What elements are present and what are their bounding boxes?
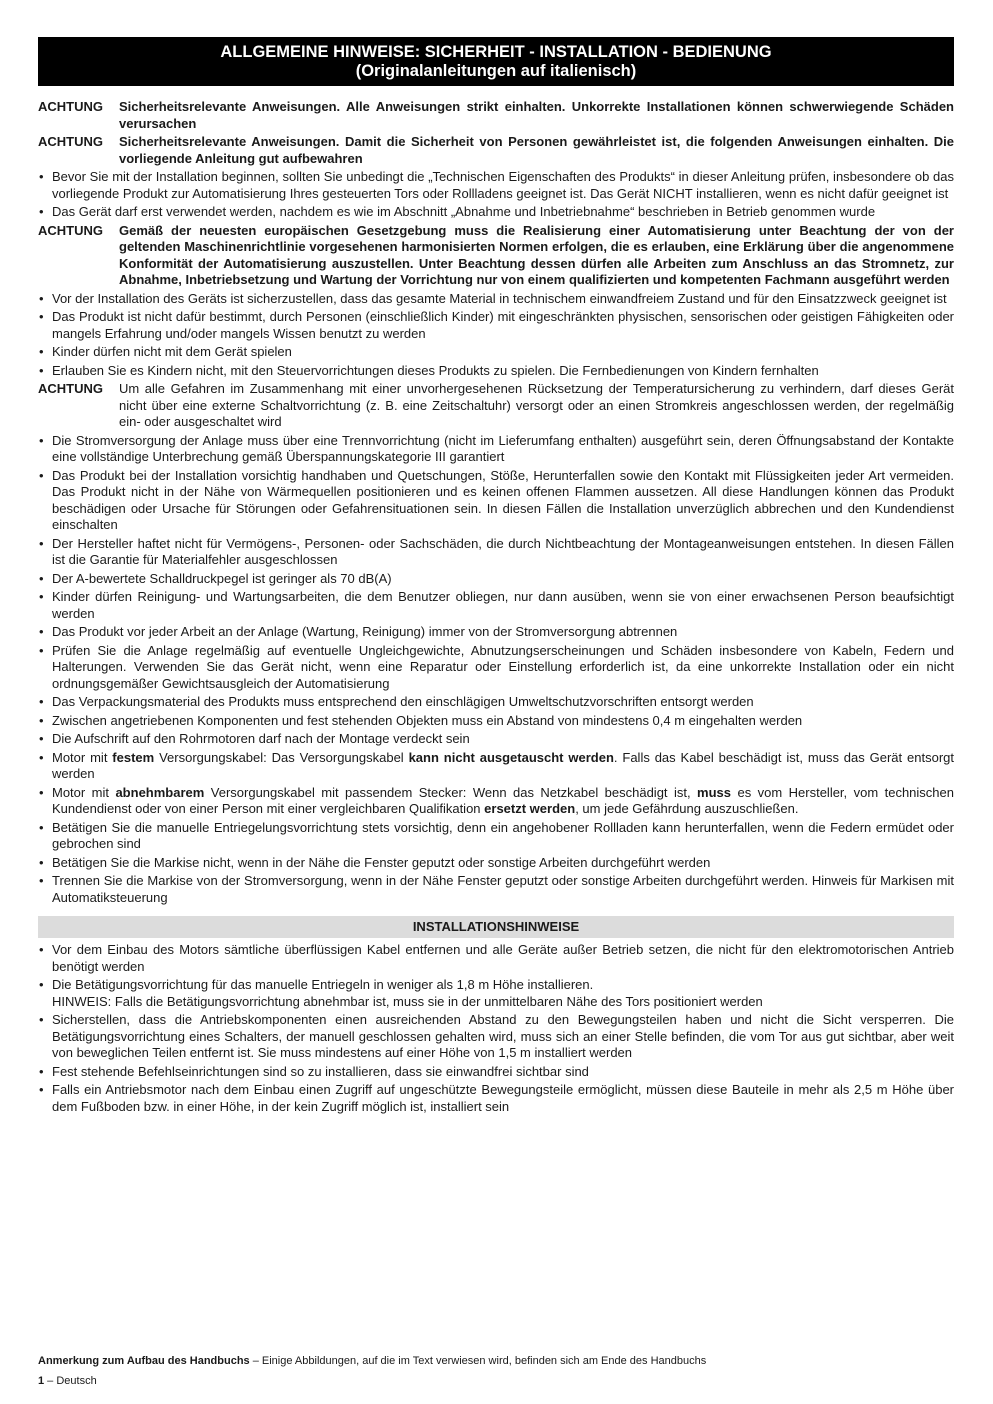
bullet-marker: • (39, 290, 44, 306)
list-item-text: Der Hersteller haftet nicht für Vermögens-, Personen- oder Sachschäden, die durch Nichtbeachtung der Montageanweisungen entstehen. In diesen Fällen ist die Garantie für Materialfehler ausgeschlossen (52, 535, 954, 567)
list-item-text: Das Produkt ist nicht dafür bestimmt, durch Personen (einschließlich Kinder) mit eingeschränkten physischen, sensorischen oder geistigen Fähigkeiten oder mangels Erfahrung und/oder mangels Wissen benutzt zu werden (52, 309, 954, 341)
bullet-marker: • (39, 784, 44, 800)
list-item-text: Vor der Installation des Geräts ist sicherzustellen, dass das gesamte Material in technischem einwandfreiem Zustand und für den Einsatzzweck geeignet ist (52, 290, 947, 306)
warning-label: ACHTUNG (38, 134, 103, 149)
list-item (38, 1064, 954, 1081)
bullet-marker: • (39, 942, 44, 957)
text-segment: , um jede Gefährdung auszuschließen. (575, 801, 799, 816)
text-segment: Motor mit (52, 749, 113, 765)
bullet-marker: • (39, 977, 44, 992)
bullet-marker: • (39, 1012, 44, 1027)
list-item (38, 571, 954, 588)
list-item-text: Betätigen Sie die Markise nicht, wenn in der Nähe die Fenster geputzt oder sonstige Arbeiten durchgeführt werden (52, 854, 711, 870)
text-segment: Versorgungskabel: Das Versorgungskabel (154, 749, 409, 765)
bullet-marker: • (39, 362, 44, 378)
page-number-value: 1 (38, 1375, 45, 1387)
list-item-text: Die Stromversorgung der Anlage muss über eine Trennvorrichtung (nicht im Lieferumfang enthalten) ausgeführt sein, deren Öffnungsabstand der Kontakte eine vollständige Unterbrechung gemäß Überspannungskategorie III garantiert (52, 432, 954, 464)
list-item (38, 873, 954, 906)
bullet-marker: • (39, 204, 44, 219)
list-item-text: Kinder dürfen Reinigung- und Wartungsarbeiten, die dem Benutzer obliegen, nur dann ausüben, wenn sie von einer erwachsenen Person beaufsichtigt werden (52, 589, 954, 621)
installation-instructions-list (38, 942, 954, 1115)
list-item (38, 433, 954, 466)
warning-text: Sicherheitsrelevante Anweisungen. Alle Anweisungen strikt einhalten. Unkorrekte Installationen können schwerwiegende Schäden verursachen (119, 99, 954, 131)
list-item-text: Das Produkt bei der Installation vorsichtig handhaben und Quetschungen, Stöße, Herunterfallen sowie den Kontakt mit Flüssigkeiten jeder Art vermeiden. Das Produkt nicht in der Nähe von Wärmequellen positionieren und es keinen offenen Flammen aussetzen. All diese Handlungen können das Produkt beschädigen oder Ursache für Störungen oder Gefahrensituationen sein. In diesen Fällen die Installation unverzüglich abbrechen und den Kundendienst einschalten (52, 467, 954, 532)
warning-text: Um alle Gefahren im Zusammenhang mit einer unvorhergesehenen Rücksetzung der Temperatursicherung zu verhindern, darf dieses Gerät nicht über eine externe Schaltvorrichtung (z. B. eine Zeitschaltuhr) versorgt oder an einen Stromkreis angeschlossen werden, der regelmäßig ein- oder ausgeschaltet wird (119, 381, 954, 429)
list-item (38, 855, 954, 872)
list-item (38, 169, 954, 202)
bullet-marker: • (39, 1063, 44, 1079)
list-item-text: Kinder dürfen nicht mit dem Gerät spielen (52, 344, 292, 359)
bullet-marker: • (39, 749, 44, 765)
bullet-marker: • (39, 819, 44, 835)
list-item (38, 309, 954, 342)
list-item (38, 643, 954, 693)
list-item-text: Vor dem Einbau des Motors sämtliche überflüssigen Kabel entfernen und alle Geräte außer Betrieb setzen, die nicht für den elektromotorischen Antrieb benötigt werden (52, 942, 954, 974)
page-language: – Deutsch (44, 1375, 97, 1387)
bullet-marker: • (39, 589, 44, 604)
list-item (38, 713, 954, 730)
warning-label: ACHTUNG (38, 222, 103, 238)
warning-text: Sicherheitsrelevante Anweisungen. Damit die Sicherheit von Personen gewährleistet ist, die folgenden Anweisungen einhalten. Die vorliegende Anleitung gut aufbewahren (119, 134, 954, 166)
section-header-installation: INSTALLATIONSHINWEISE (38, 916, 954, 938)
bullet-marker: • (39, 642, 44, 658)
document-body (38, 99, 954, 1115)
note-heading: Anmerkung zum Aufbau des Handbuchs (38, 1355, 250, 1367)
list-item-text: Prüfen Sie die Anlage regelmäßig auf eventuelle Ungleichgewichte, Abnutzungserscheinungen und Schäden insbesondere von Kabeln, Federn und Halterungen. Verwenden Sie das Gerät nicht, wenn eine Reparatur oder Einstellung erforderlich ist, da eine unkorrekte Installation oder ein nicht ordnungsgemäßer Gewichtsausgleich der Automatisierung (52, 642, 954, 691)
emphasis-text: muss (697, 784, 732, 800)
list-item (38, 1082, 954, 1115)
list-item-text: Zwischen angetriebenen Komponenten und fest stehenden Objekten muss ein Abstand von mindestens 0,4 m eingehalten werden (52, 712, 803, 728)
list-item (38, 977, 954, 1010)
bullet-marker: • (39, 854, 44, 870)
page-title: ALLGEMEINE HINWEISE: SICHERHEIT - INSTALLATION - BEDIENUNG (220, 43, 772, 61)
note-text: – Einige Abbildungen, auf die im Text verwiesen wird, befinden sich am Ende des Handbuchs (249, 1355, 707, 1367)
list-item-text: Der A-bewertete Schalldruckpegel ist geringer als 70 dB(A) (52, 570, 392, 586)
list-item (38, 363, 954, 380)
list-item-text: Falls ein Antriebsmotor nach dem Einbau einen Zugriff auf ungeschützte Bewegungsteile ermöglicht, müssen diese Bauteile in mehr als 2,5 m Höhe über dem Fußboden bzw. in einer Höhe, in der kein Zugriff möglich ist, installiert sein (52, 1082, 954, 1114)
emphasis-text: kann nicht ausgetauscht werden (408, 749, 614, 765)
list-item-text: Das Verpackungsmaterial des Produkts muss entsprechend den einschlägigen Umweltschutzvorschriften entsorgt werden (52, 694, 754, 709)
list-item-text (52, 750, 954, 783)
list-item (38, 468, 954, 534)
list-item-text (52, 977, 954, 1010)
warning-item (38, 381, 954, 431)
emphasis-text: festem (112, 749, 155, 765)
bullet-marker: • (39, 873, 44, 888)
list-item-text: Betätigen Sie die manuelle Entriegelungsvorrichtung stets vorsichtig, denn ein angehobener Rollladen kann herunterfallen, wenn die Federn ermüdet oder gebrochen sind (52, 819, 954, 851)
safety-instructions-list (38, 99, 954, 906)
emphasis-text: ersetzt werden (484, 801, 576, 816)
list-item (38, 750, 954, 783)
manual-structure-note (38, 1354, 954, 1368)
bullet-marker: • (39, 1082, 44, 1097)
list-item (38, 624, 954, 641)
bullet-marker: • (39, 467, 44, 483)
manual-page (38, 37, 954, 1117)
list-item-text: Trennen Sie die Markise von der Stromversorgung, wenn in der Nähe Fenster geputzt oder sonstige Arbeiten durchgeführt werden. Hinweis für Markisen mit Automatiksteuerung (52, 873, 954, 905)
warning-item (38, 134, 954, 167)
warning-label: ACHTUNG (38, 99, 103, 114)
list-item (38, 731, 954, 748)
list-item (38, 344, 954, 361)
list-item (38, 820, 954, 853)
list-item-note: HINWEIS: Falls die Betätigungsvorrichtung abnehmbar ist, muss sie in der unmittelbaren Nähe des Tors positioniert werden (52, 993, 763, 1009)
list-item-text: Sicherstellen, dass die Antriebskomponenten einen ausreichenden Abstand zu den Bewegungsteilen haben und nicht die Sicht versperren. Die Betätigungsvorrichtung eines Schalters, der manuell geschlossen gehalten wird, muss sich an einer Stelle befinden, die vom Tor aus gut sichtbar, aber weit von beweglichen Teilen entfernt ist. Sie muss mindestens auf einer Höhe von 1,5 m installiert werden (52, 1012, 954, 1060)
list-item (38, 589, 954, 622)
list-item (38, 1012, 954, 1062)
list-item (38, 942, 954, 975)
list-item-text: Das Gerät darf erst verwendet werden, nachdem es wie im Abschnitt „Abnahme und Inbetriebnahme“ beschrieben in Betrieb genommen wurde (52, 204, 876, 219)
list-item-text: Die Aufschrift auf den Rohrmotoren darf nach der Montage verdeckt sein (52, 731, 470, 746)
warning-text: Gemäß der neuesten europäischen Gesetzgebung muss die Realisierung einer Automatisierung unter Beachtung der von der geltenden Maschinenrichtlinie vorgesehenen harmonisierten Normen erfolgen, die es erlauben, eine Erklärung über die angenommene Konformität der Automatisierung auszustellen. Unter Beachtung dessen dürfen alle Arbeiten zum Anschluss an das Stromnetz, zur Abnahme, Inbetriebsetzung und Wartung der Vorrichtung nur von einem qualifizierten und kompetenten Fachmann ausgeführt werden (119, 222, 954, 287)
list-item-text: Das Produkt vor jeder Arbeit an der Anlage (Wartung, Reinigung) immer von der Stromversorgung abtrennen (52, 624, 678, 639)
warning-label: ACHTUNG (38, 381, 103, 396)
bullet-marker: • (39, 570, 44, 586)
list-item-text: Fest stehende Befehlseinrichtungen sind so zu installieren, dass sie einwandfrei sichtbar sind (52, 1063, 589, 1079)
text-segment: Motor mit (52, 784, 116, 800)
bullet-marker: • (39, 432, 44, 448)
bullet-marker: • (39, 309, 44, 324)
page-title-bar (38, 37, 954, 86)
emphasis-text: abnehmbarem (115, 784, 205, 800)
bullet-marker: • (39, 169, 44, 184)
text-segment: . Falls das Kabel beschädigt ist, muss das Gerät entsorgt werden (52, 749, 954, 781)
text-segment: Versorgungskabel mit passendem Stecker: Wenn das Netzkabel beschädigt ist, (204, 784, 698, 800)
list-item (38, 536, 954, 569)
bullet-marker: • (39, 694, 44, 709)
page-number (38, 1374, 954, 1388)
page-subtitle: (Originalanleitungen auf italienisch) (355, 62, 637, 80)
text-segment: es vom Hersteller, vom technischen Kundendienst oder von einer Person mit einer vergleichbaren Qualifikation (52, 784, 954, 816)
list-item-line: Die Betätigungsvorrichtung für das manuelle Entriegeln in weniger als 1,8 m Höhe installieren. (52, 977, 594, 992)
bullet-marker: • (39, 535, 44, 551)
list-item (38, 291, 954, 308)
bullet-marker: • (39, 344, 44, 359)
bullet-marker: • (39, 624, 44, 639)
list-item (38, 204, 954, 221)
bullet-marker: • (39, 731, 44, 746)
list-item-text: Erlauben Sie es Kindern nicht, mit den Steuervorrichtungen dieses Produkts zu spielen. Die Fernbedienungen von Kindern fernhalten (52, 362, 819, 378)
warning-item (38, 99, 954, 132)
page-footer (38, 1354, 954, 1388)
list-item (38, 785, 954, 818)
warning-item (38, 223, 954, 289)
bullet-marker: • (39, 712, 44, 728)
list-item (38, 694, 954, 711)
list-item-text: Bevor Sie mit der Installation beginnen, sollten Sie unbedingt die „Technischen Eigenschaften des Produkts“ in dieser Anleitung prüfen, insbesondere ob das vorliegende Produkt zur Automatisierung Ihres gesteuerten Tors oder Rollladens geeignet ist. Das Gerät NICHT installieren, wenn es nicht dafür geeignet ist (52, 169, 954, 201)
list-item-text (52, 785, 954, 818)
